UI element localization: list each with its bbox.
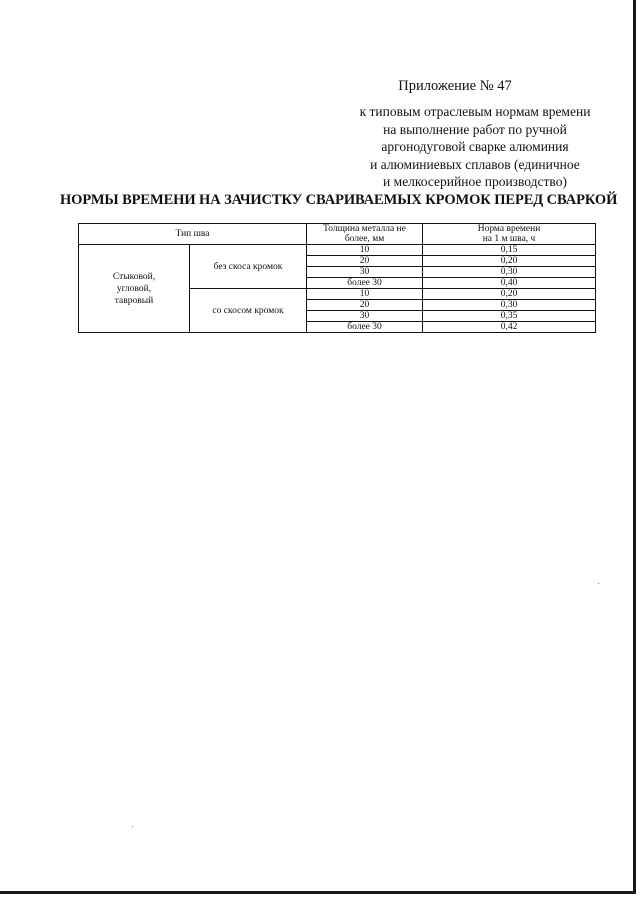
subtitle-line: и алюминиевых сплавов (единичное	[370, 156, 580, 172]
appendix-number: Приложение № 47	[398, 78, 512, 94]
seam-type-line: Стыковой,	[112, 271, 156, 282]
norm-cell: 0,35	[423, 311, 596, 322]
norm-cell: 0,20	[423, 289, 596, 300]
edge-group-label: со скосом кромок	[190, 289, 307, 333]
time-norms-table	[78, 223, 596, 333]
header-thickness	[307, 224, 423, 245]
edge-group-label: без скоса кромок	[190, 245, 307, 289]
header-seam-type: Тип шва	[79, 224, 307, 245]
seam-type-line: угловой,	[116, 283, 152, 294]
thickness-cell: 10	[307, 289, 423, 300]
subtitle-line: аргонодуговой сварке алюминия	[381, 139, 569, 154]
appendix-subtitle	[345, 103, 605, 191]
thickness-cell: более 30	[307, 322, 423, 333]
header-norm	[423, 224, 596, 245]
header-norm-line: на 1 м шва, ч	[482, 234, 536, 244]
norm-cell: 0,42	[423, 322, 596, 333]
thickness-cell: 30	[307, 311, 423, 322]
header-thickness-line: Толщина металла не	[323, 224, 406, 234]
subtitle-line: к типовым отраслевым нормам времени	[359, 104, 591, 119]
norm-cell: 0,20	[423, 256, 596, 267]
norm-cell: 0,30	[423, 300, 596, 311]
table-row	[79, 245, 596, 256]
scan-speck	[132, 826, 133, 827]
subtitle-line: и мелкосерийное производство)	[383, 174, 567, 189]
header-thickness-line: более, мм	[344, 234, 385, 244]
subtitle-line: на выполнение работ по ручной	[383, 121, 567, 137]
norm-cell: 0,15	[423, 245, 596, 256]
scan-speck	[598, 583, 599, 584]
header-norm-line: Норма времени	[477, 224, 541, 234]
document-title: НОРМЫ ВРЕМЕНИ НА ЗАЧИСТКУ СВАРИВАЕМЫХ КРОМОК ПЕРЕД СВАРКОЙ	[60, 192, 618, 208]
thickness-cell: 20	[307, 300, 423, 311]
table-header-row	[79, 224, 596, 245]
thickness-cell: 30	[307, 267, 423, 278]
thickness-cell: 10	[307, 245, 423, 256]
thickness-cell: более 30	[307, 278, 423, 289]
norm-cell: 0,40	[423, 278, 596, 289]
seam-type-line: тавровый	[114, 295, 154, 306]
norm-cell: 0,30	[423, 267, 596, 278]
thickness-cell: 20	[307, 256, 423, 267]
seam-type-cell	[79, 245, 190, 333]
